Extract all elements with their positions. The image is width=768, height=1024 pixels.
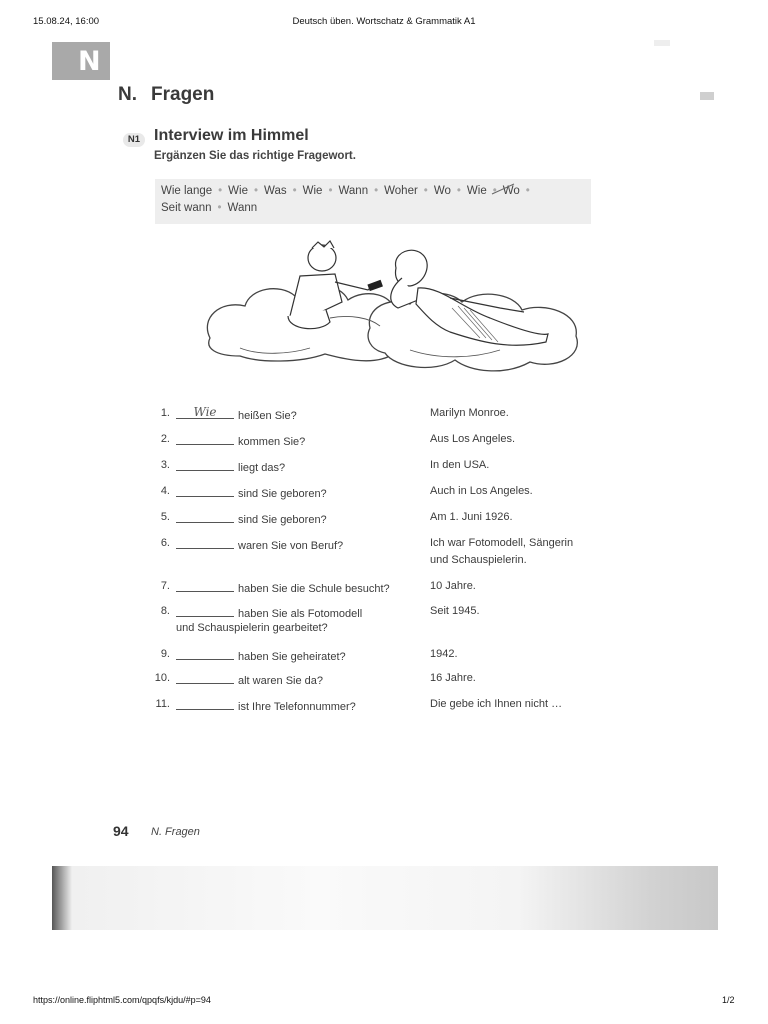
question-11: ist Ihre Telefonnummer? [176,698,356,713]
question-10: alt waren Sie da? [176,672,323,687]
answer-blank[interactable] [176,485,234,497]
answer-5: Am 1. Juni 1926. [430,511,513,523]
question-6: waren Sie von Beruf? [176,537,343,552]
print-url[interactable]: https://online.fliphtml5.com/qpqfs/kjdu/#p=94 [33,995,211,1005]
answer-8: Seit 1945. [430,605,480,617]
answer-2: Aus Los Angeles. [430,433,516,445]
question-7: haben Sie die Schule besucht? [176,580,390,595]
answer-blank[interactable] [176,698,234,710]
answer-7: 10 Jahre. [430,580,476,592]
chapter-letter-tab: N [52,42,110,80]
print-datetime: 15.08.24, 16:00 [33,16,100,27]
print-page-count: 1/2 [722,995,735,1005]
word-bank-line-1: Wie lange • Wie • Was • Wie • Wann • Woher • Wo • Wie • Wo • [161,185,530,197]
answer-blank[interactable] [176,580,234,592]
answer-6: Ich war Fotomodell, Sängerin und Schauspielerin. [430,537,574,566]
answer-11: Die gebe ich Ihnen nicht … [430,698,563,710]
answer-4: Auch in Los Angeles. [430,485,533,497]
question-5: sind Sie geboren? [176,511,327,526]
answer-blank[interactable] [176,433,234,445]
scan-mark [700,92,714,100]
answer-blank[interactable] [176,537,234,549]
scan-mark [654,40,670,46]
strikethrough-mark [490,182,516,196]
question-8: haben Sie als Fotomodell [176,605,362,620]
question-1: Wie heißen Sie? [176,407,297,422]
answer-blank[interactable] [176,459,234,471]
question-8-continued: und Schauspielerin gearbeitet? [176,622,328,634]
exercise-badge: N1 [123,133,145,147]
chapter-title: N. Fragen [118,84,215,105]
exercise-instruction: Ergänzen Sie das richtige Fragewort. [154,150,356,162]
book-section-label: N. Fragen [151,826,200,838]
scan-edge-shadow [52,866,718,930]
answer-blank[interactable] [176,672,234,684]
answer-1: Marilyn Monroe. [430,407,509,419]
answer-3: In den USA. [430,459,490,471]
answer-blank[interactable] [176,648,234,660]
exercise-title: Interview im Himmel [154,127,309,144]
answer-9: 1942. [430,648,458,660]
print-title: Deutsch üben. Wortschatz & Grammatik A1 [292,16,476,27]
answer-10: 16 Jahre. [430,672,476,684]
book-page-number: 94 [113,823,129,839]
question-9: haben Sie geheiratet? [176,648,346,663]
answer-blank[interactable]: Wie [176,407,234,419]
word-bank-line-2: Seit wann • Wann [161,202,258,214]
question-3: liegt das? [176,459,285,474]
question-4: sind Sie geboren? [176,485,327,500]
question-2: kommen Sie? [176,433,305,448]
word-bank [155,179,591,224]
cloud-interview-illustration [200,238,584,380]
answer-blank[interactable] [176,511,234,523]
answer-blank[interactable] [176,605,234,617]
